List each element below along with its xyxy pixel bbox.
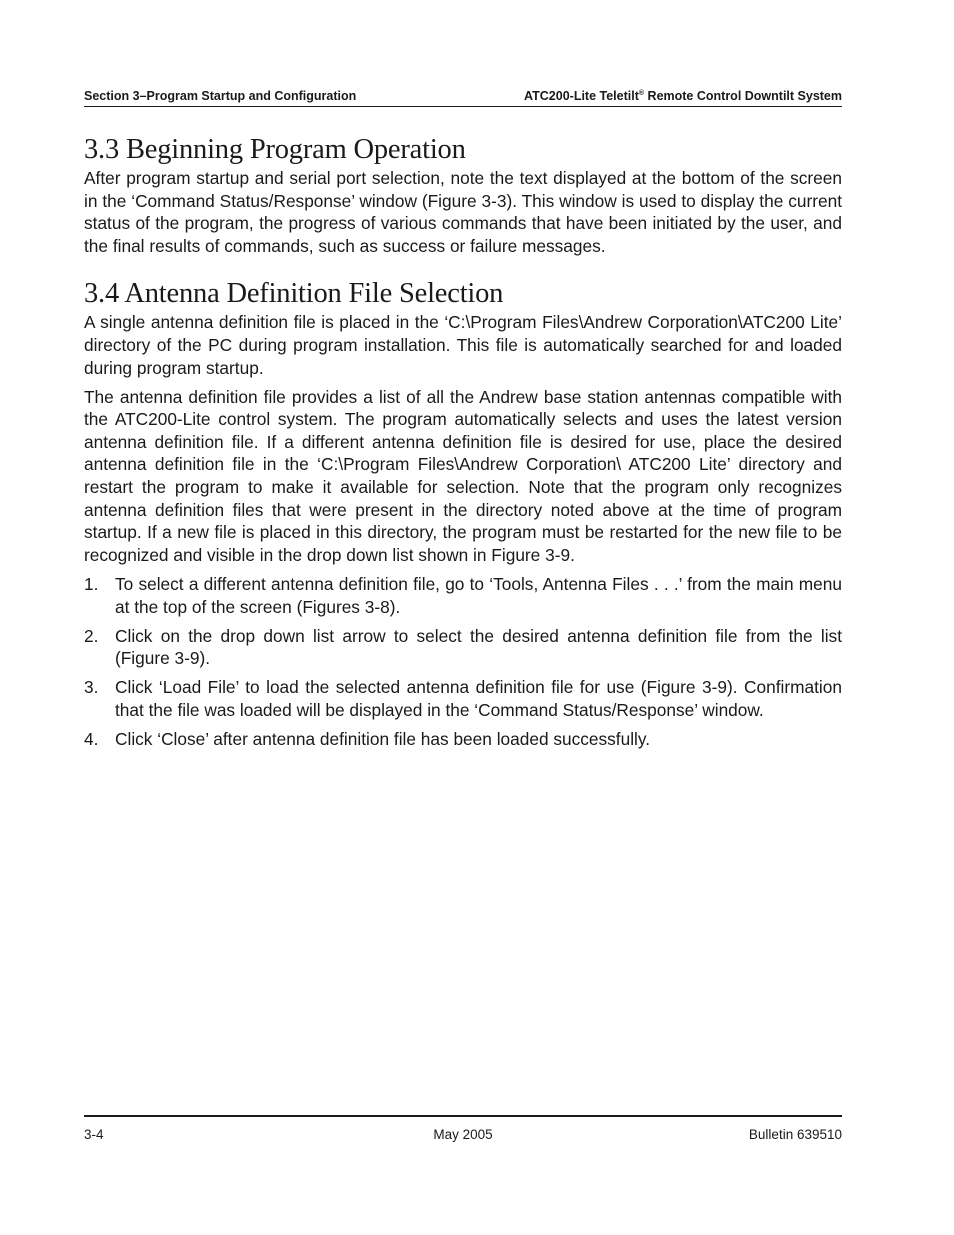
- footer-rule: [84, 1115, 842, 1117]
- header-product-title: [524, 88, 842, 104]
- document-page: [84, 0, 842, 1235]
- step-number: 1.: [84, 573, 99, 594]
- footer-date: May 2005: [433, 1127, 493, 1142]
- step-item: [84, 676, 842, 721]
- step-number: 3.: [84, 677, 99, 698]
- step-text: To select a different antenna definition file, go to ‘Tools, Antenna Files . . .’ from the main menu at the top of the screen (Figures 3-8).: [115, 573, 842, 617]
- page-body: [84, 133, 842, 757]
- procedure-steps: [84, 573, 842, 751]
- running-footer: [84, 1126, 842, 1143]
- header-section-title: Section 3–Program Startup and Configuration: [84, 89, 357, 103]
- step-item: [84, 573, 842, 618]
- footer-page-number: 3-4: [84, 1127, 104, 1142]
- header-product-suffix: Remote Control Downtilt System: [644, 89, 842, 103]
- step-item: [84, 728, 842, 751]
- header-rule: [84, 106, 842, 107]
- step-text: Click ‘Load File’ to load the selected antenna definition file for use (Figure 3-9). Confirmation that the file was loaded will be displayed in the ‘Command Status/Response’ window.: [115, 677, 842, 720]
- registered-mark: ®: [638, 89, 645, 97]
- header-product-prefix: ATC200-Lite Teletilt: [524, 89, 639, 103]
- step-number: 4.: [84, 728, 99, 749]
- section-3-3-paragraph: After program startup and serial port selection, note the text displayed at the bottom of the screen in the ‘Command Status/Response’ window (Figure 3-3). This window is used to display the current status of the program, the progress of various commands that have been initiated by the user, and the final results of commands, such as success or failure messages.: [84, 168, 842, 256]
- section-3-4-paragraph-2: The antenna definition file provides a list of all the Andrew base station antennas compatible with the ATC200-Lite control system. The program automatically selects and uses the latest version antenna definition file. If a different antenna definition file is desired for use, place the desired antenna definition file in the ‘C:\Program Files\Andrew Corporation\ ATC200 Lite’ directory and restart the program to make it available for selection. Note that the program only recognizes antenna definition files that were present in the directory noted above at the time of program startup. If a new file is placed in this directory, the program must be restarted for the new file to be recognized and visible in the drop down list shown in Figure 3-9.: [84, 386, 842, 565]
- running-header: [84, 88, 842, 104]
- step-item: [84, 625, 842, 670]
- section-heading-3-4: 3.4 Antenna Definition File Selection: [84, 278, 504, 310]
- step-text: Click ‘Close’ after antenna definition file has been loaded successfully.: [115, 728, 651, 749]
- footer-bulletin: Bulletin 639510: [748, 1127, 842, 1142]
- section-heading-3-3: 3.3 Beginning Program Operation: [84, 134, 466, 165]
- section-3-4-paragraph-1: A single antenna definition file is placed in the ‘C:\Program Files\Andrew Corporation\ATC200 Lite’ directory of the PC during program installation. This file is automatically searched for and loaded during program startup.: [84, 312, 842, 378]
- step-number: 2.: [84, 625, 99, 646]
- step-text: Click on the drop down list arrow to select the desired antenna definition file from the list (Figure 3-9).: [115, 625, 842, 669]
